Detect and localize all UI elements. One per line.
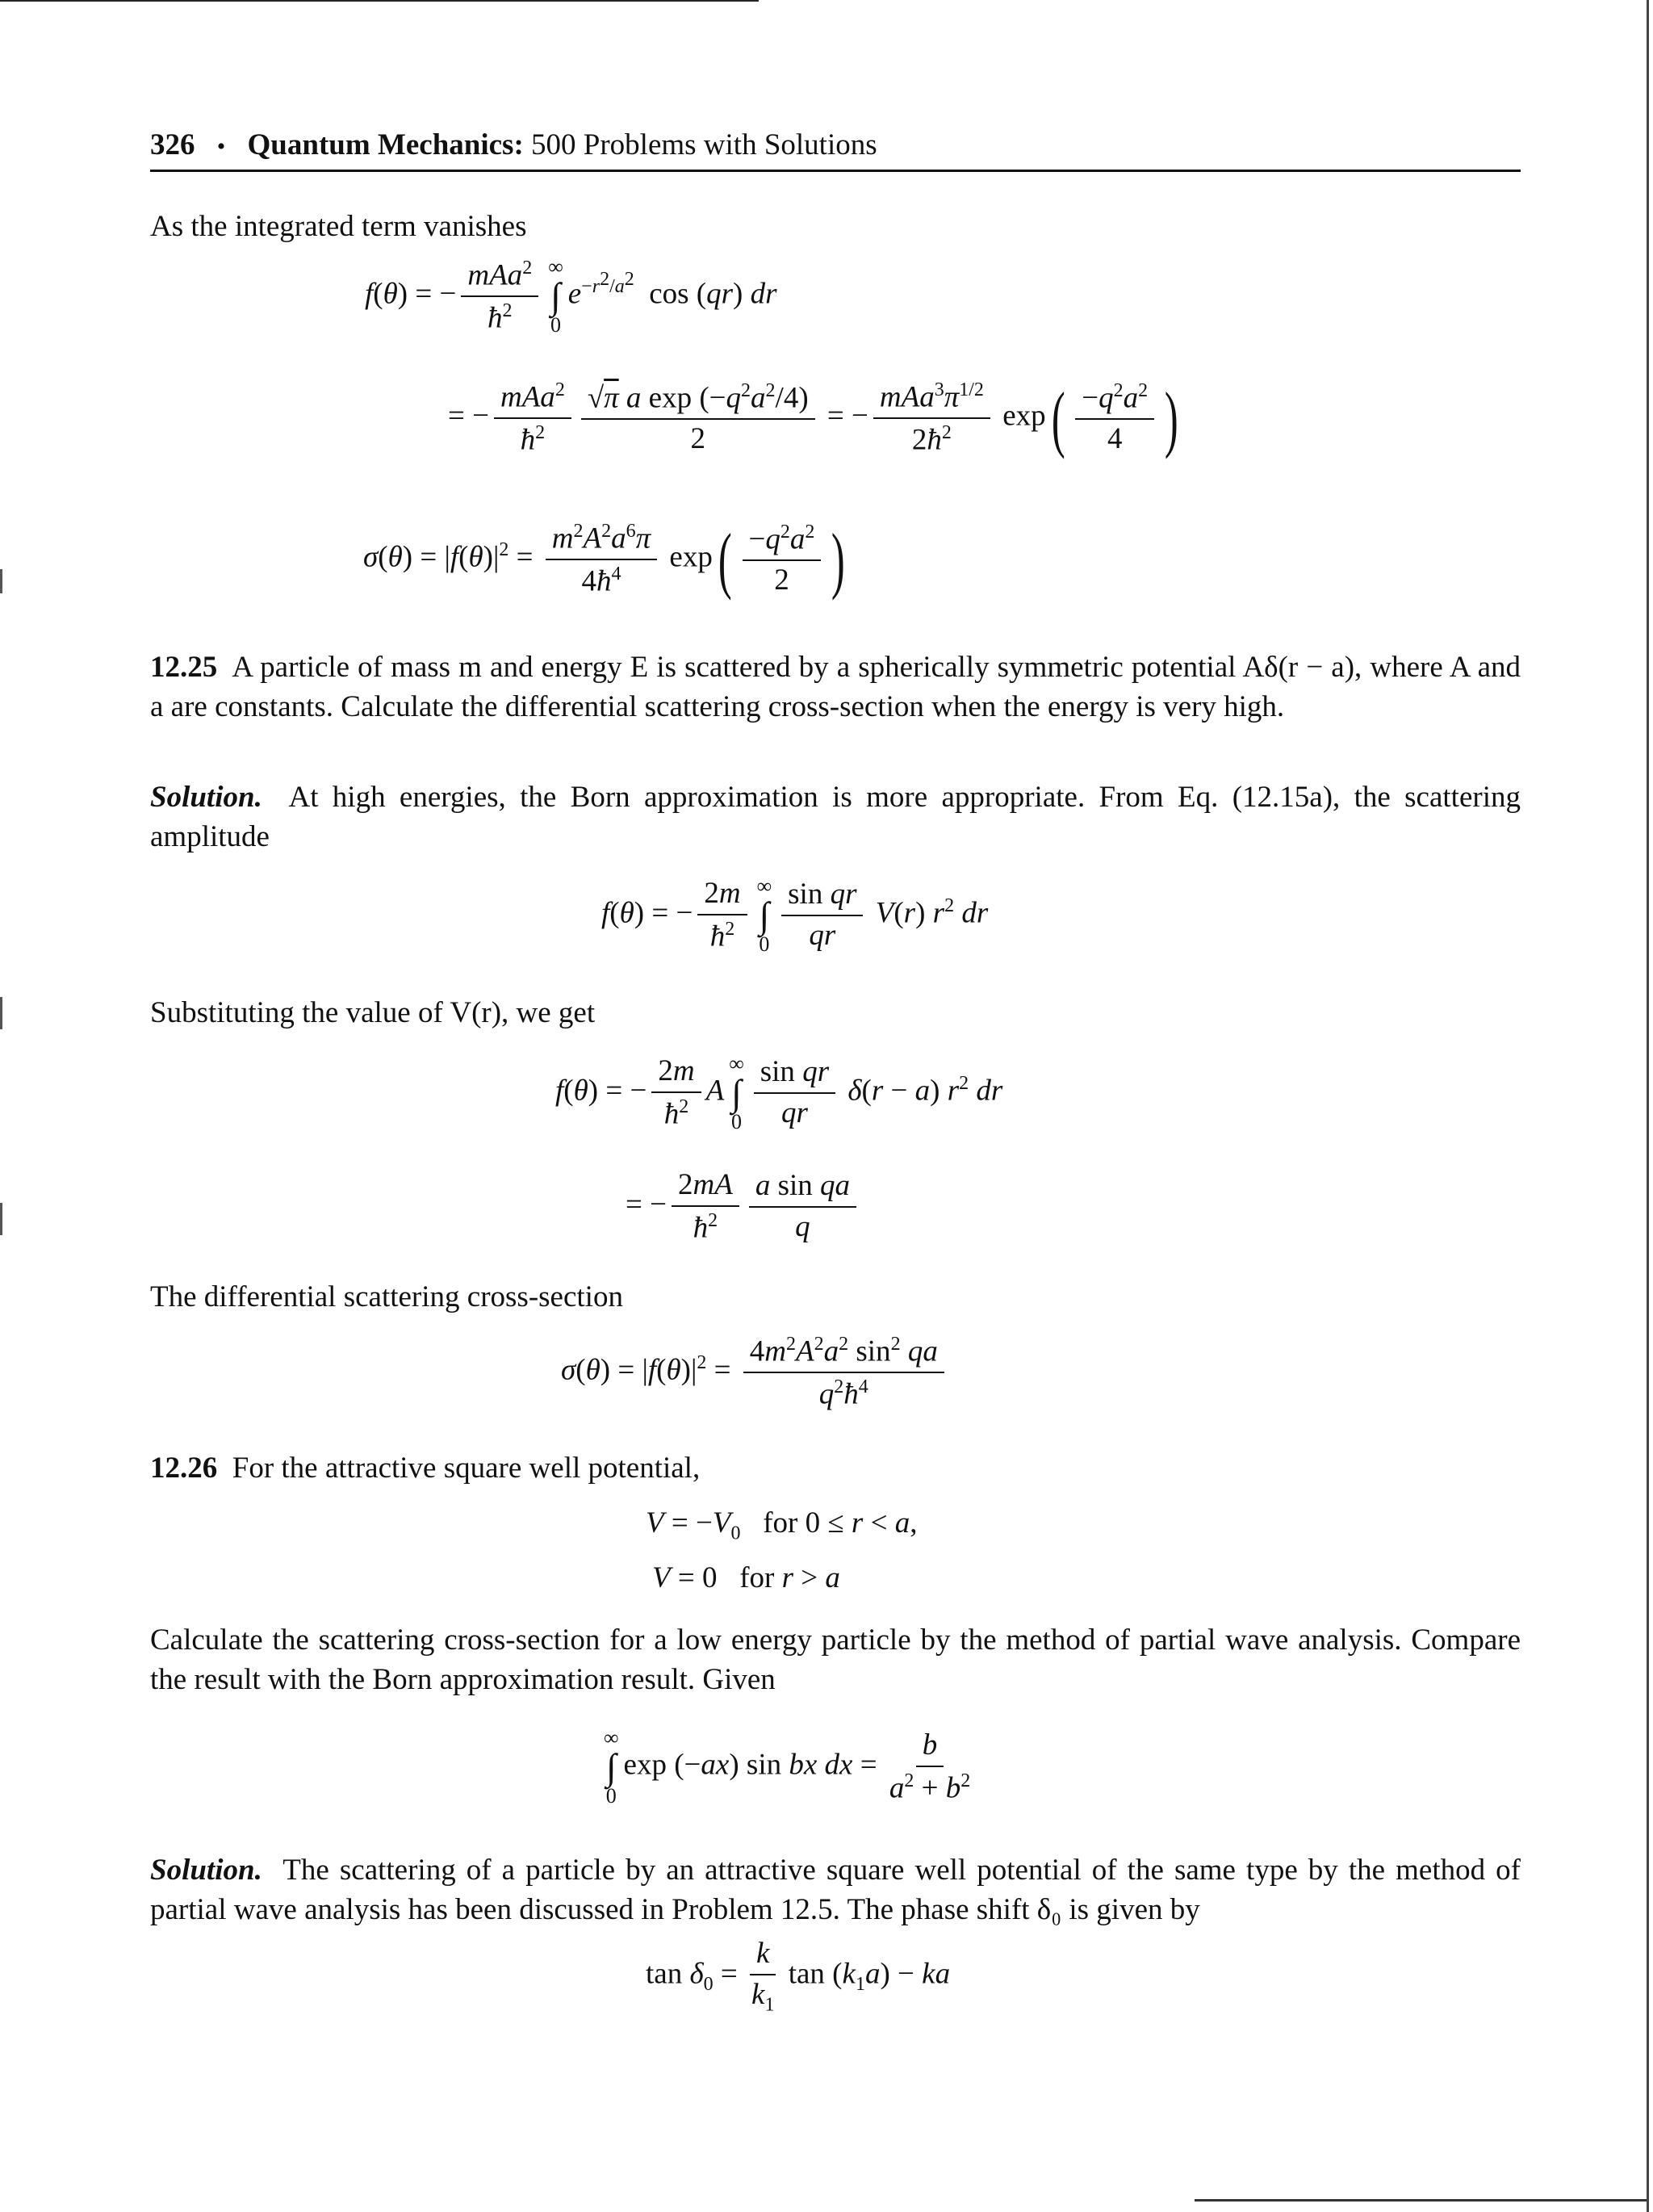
solution-text: At high energies, the Born approximation is more appropriate. From Eq. (12.15a), the scattering amplitude (150, 781, 1521, 853)
equation-delta-result: = − $\frac{2mA}{ħ^2}$ $\frac{\text{a sin qa}}{q}$ (626, 1169, 861, 1245)
book-title (248, 128, 877, 161)
book-title-bold: Quantum Mechanics: (247, 128, 524, 161)
scan-mark (0, 1203, 2, 1235)
solution-12-25 (150, 777, 1521, 857)
problem-12-25 (150, 647, 1521, 727)
equation-f-theta-integral: f(θ) = − $\frac{mAa^2}{ħ^2}$ ∞ ∫ 0 $e^{-r^2/a^2}$ cos (qr) dr (365, 255, 777, 337)
solution-label: Solution. (150, 1854, 262, 1887)
scan-edge-top (0, 0, 759, 2)
scan-mark (0, 997, 2, 1029)
equation-sigma-delta: $\sigma(\theta) = |f(\theta)|^2$ = $\frac{4m^2A^2a^2 \sin^2 qa}{q^2ħ^4}$ (561, 1334, 949, 1411)
header-separator: • (216, 133, 226, 160)
equation-potential-outside: V = 0 for r > a (652, 1561, 840, 1594)
problem-12-26 (150, 1448, 1521, 1488)
differential-line: The differential scattering cross-section (150, 1280, 623, 1313)
equation-f-theta-result: = − $\frac{mAa^2}{ħ^2}$ $\frac{√\pi a \exp (-q^2a^2/4)}{2}$ = − $\frac{mAa^3\pi^{1/2}}{2ħ^2}$ exp( $\frac{-q^2a^2}{4}$ ) (448, 377, 1178, 459)
problem-number: 12.26 (150, 1452, 218, 1485)
equation-born-amplitude: f(θ) = − $\frac{2m}{ħ^2}$ ∞ ∫ 0 $\frac{\text{sin qr}}{qr}$ V(r) $r^2$ dr (601, 874, 989, 956)
calculate-paragraph: Calculate the scattering cross-section for a low energy particle by the method of partial wave analysis. Compare the result with the Born approximation result. Given (150, 1623, 1521, 1696)
equation-delta-integral: f(θ) = − $\frac{2m}{ħ^2}$ A ∞ ∫ 0 $\frac{\text{sin qr}}{qr}$ δ(r − a) $r^2$ dr (555, 1052, 1003, 1133)
equation-phase-shift: $\tan \delta_0$ = $\frac{k}{k_1}$ $\tan (k_1a)$ − ka (646, 1937, 951, 2016)
equation-potential-inside: $V = -V_0$ for 0 ≤ r < a, (646, 1506, 918, 1544)
book-title-rest: 500 Problems with Solutions (531, 128, 877, 161)
solution-12-26 (150, 1850, 1521, 1929)
page-number: 326 (150, 128, 195, 161)
intro-line: As the integrated term vanishes (150, 210, 527, 243)
equation-sigma-gaussian: $\sigma(\theta) = |f(\theta)|^2$ = $\frac{m^2A^2a^6\pi}{4ħ^4}$ exp( $\frac{-q^2a^2}{2}$ ) (363, 518, 846, 601)
running-header (150, 128, 1521, 172)
scan-edge-bottom (1195, 2199, 1647, 2202)
solution-label: Solution. (150, 781, 262, 814)
scan-mark (0, 569, 2, 593)
scan-edge-right (1647, 0, 1649, 2212)
problem-text: For the attractive square well potential, (232, 1452, 701, 1485)
solution-text: The scattering of a particle by an attractive square well potential of the same type by the method of partial wave analysis has been discussed in Problem 12.5. The phase shift δ₀ is given by (150, 1854, 1521, 1926)
problem-number: 12.25 (150, 651, 218, 684)
substituting-line: Substituting the value of V(r), we get (150, 996, 596, 1029)
problem-text: A particle of mass m and energy E is scattered by a spherically symmetric potential Aδ(r − a), where A and a are constants. Calculate the differential scattering cross-section when the energy is very high. (150, 651, 1521, 723)
equation-given-integral: ∞ ∫ 0 exp (−ax) sin bx dx = $\frac{b}{a^2 + b^2}$ (604, 1726, 971, 1808)
